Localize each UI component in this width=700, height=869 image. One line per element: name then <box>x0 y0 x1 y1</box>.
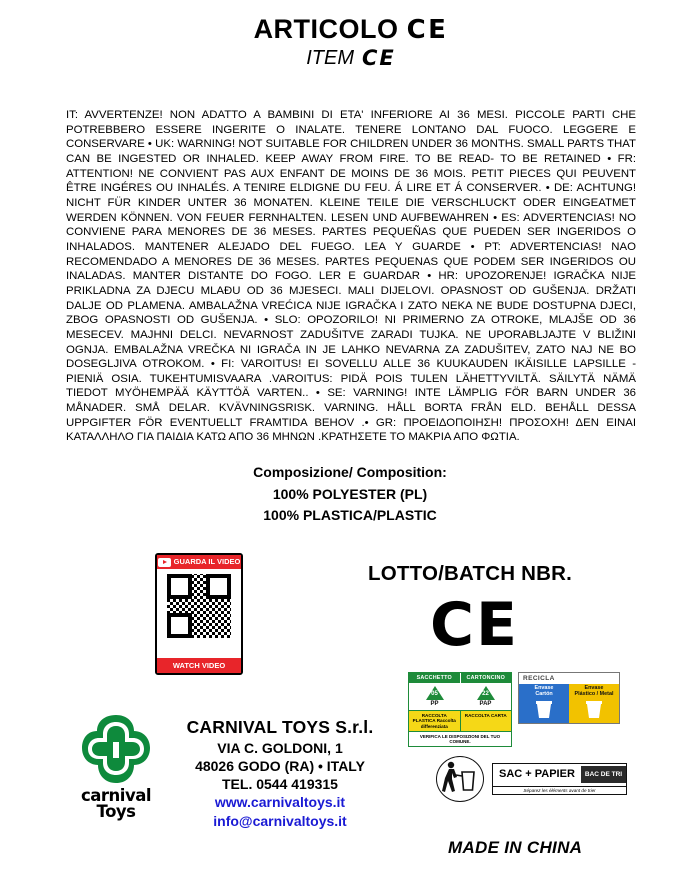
recycling-sub-right: RACCOLTA CARTA <box>460 711 512 731</box>
warnings-text: IT: AVVERTENZE! NON ADATTO A BAMBINI DI ETA' INFERIORE AI 36 MESI. PICCOLE PARTI CHE POTREBBERO ESSERE INGERITE O INALATE. TENERE LONTANO DAL FUOCO. LEGGERE E CONSERVARE • UK: WARNING! NOT SUITABLE FOR CHILDREN UNDER 36 MONTHS. SMALL PARTS THAT CAN BE INGESTED OR INHALED. KEEP AWAY FROM FIRE. TO BE READ- TO BE RETAINED • FR: ATTENTION! NE CONVIENT PAS AUX ENFANT DE MOINS DE 36 MOIS. PETIT PIECES QUI PEUVENT ÊTRE INGÉRES OU INHALÉS. A TENIRE ELDIGNE DU FEU. Á LIRE ET Á CONSERVER. • DE: ACHTUNG! NICHT FÜR KINDER UNTER 36 MONATEN. KLEINE TEILE DIE VERSCHLUCKT ODER EINGEATMET WERDEN KÖNNEN. VON FEUER FERNHALTEN. LESEN UND AUFBEWAHREN • ES: ADVERTENCIAS! NO CONVIENE PARA MENORES DE 36 MESES. PARTES PEQUEÑAS QUE PUEDEN SER INGERIDOS O INHALADOS. MANTENER ALEJADO DEL FUEGO. LEA Y GUARDE • PT: ADVERTENCIAS! NAO RECOMENDADO A MENORES DE 36 MESES. PARTES PEQUENAS QUE PODEM SER INGERIDOS OU INALADAS. MANTER DISTANTE DO FOGO. LER E GUARDAR • HR: UPOZORENJE! IGRAČKA NIJE PRIKLADNA ZA DJECU MLAĐU OD 36 MJESECI. MALI DIJELOVI. OPASNOST OD GUŠENJA. DRŽATI DALJE OD PLAMENA. AMBALAŽNA VREĆICA NIJE IGRAČKA I ZATO NEKA NE BUDE DOSTUPNA DJECI, ZBOG OPASNOSTI OD GUŠENJA. • SLO: OPOZORILO! NI PRIMERNO ZA OTROKE, MLAJŠE OD 36 MESECEV. MAJHNI DELCI. NEVARNOST ZADUŠITVE ZARADI TUJKA. NE UPORABLJAJTE V BLIŽINI OGNJA. EMBALAŽNA VREČKA NI IGRAČA IN JE LAHKO NEVARNA ZA ZADUŠITEV, ZATO NAJ NE BO DOSEGLJIVA OTROKOM. • FI: VAROITUS! EI SOVELLU ALLE 36 KUUKAUDEN IKÄISILLE LAPSILLE - PIENIÄ OSIA. TUKEHTUMISVAARA .VAROITUS: PIDÄ POIS TULEN LÄHETTYVILTÄ. SÄILYTÄ NÄMÄ TIEDOT MYÖHEMPÄÄ KÄYTTÖÄ VARTEN.. • SE: VARNING! INTE LÄMPLIG FÖR BARN UNDER 36 MÅNADER. SMÅ DELAR. KVÄVNINGSRISK. VARNING. HÅLL BORTA FRÅN ELD. BEHÅLL DESSA UPPGIFTER FÖR EVENTUELLT FRAMTIDA BEHOV .• GR: ΠΡΟΕΙΔΟΠΟΙΗΣΗ! ΠΡΟΣΟΧΗ! ΔΕΝ ΕΙΝΑΙ ΚΑΤΑΛΛΗΛΟ ΓΙΑ ΠΑΙΔΙΑ ΚΑΤΩ ΑΠΟ 36 ΜΗΝΩΝ .ΚΡΑΤΗΣΕΤΕ ΤΟ ΜΑΚΡΙΑ ΑΠΟ ΦΩΤΙΑ. <box>66 109 636 444</box>
recicla-bin-blue <box>519 684 569 723</box>
page-header <box>0 0 700 70</box>
sac-papier-left-label: SAC + PAPIER <box>499 768 575 781</box>
recycling-box-codes <box>409 683 511 710</box>
company-block <box>72 712 392 830</box>
recycling-code-left-label: PP <box>430 701 439 707</box>
recycling-head-right: CARTONCINO <box>460 673 512 683</box>
recycling-box-footer: VERIFICA LE DISPOSIZIONI DEL TUO COMUNE. <box>409 731 511 746</box>
recycling-box-header <box>409 673 511 683</box>
recicla-title: RECICLA <box>523 675 555 682</box>
company-website[interactable]: www.carnivaltoys.it <box>214 794 346 811</box>
carnival-toys-logotype: carnival Toys <box>80 786 151 821</box>
company-city: 48026 GODO (RA) • ITALY <box>195 757 365 774</box>
recicla-bin-blue-line1: Envase <box>534 685 554 691</box>
recycling-head-left: SACCHETTO <box>409 673 460 683</box>
carnival-toys-logo <box>72 712 160 819</box>
recycling-code-right-label: PAP <box>479 701 492 707</box>
made-in-label: MADE IN CHINA <box>448 838 583 857</box>
header-title-en-row <box>0 47 700 70</box>
recycling-symbols <box>408 672 640 802</box>
watch-video-qr-badge[interactable] <box>155 553 243 675</box>
recycle-triangle-icon: 22 <box>477 686 495 700</box>
recycling-code-right <box>460 686 511 707</box>
clover-svg <box>79 712 153 786</box>
video-badge-header <box>157 555 241 569</box>
recycling-row-bottom <box>436 756 640 802</box>
recycle-triangle-icon: 05 <box>426 686 444 700</box>
sac-papier-footer: Séparez les éléments avant de trier <box>493 786 626 794</box>
company-name: CARNIVAL TOYS S.r.l. <box>186 717 374 737</box>
recycling-box-subheader <box>409 710 511 731</box>
header-title-it-row <box>0 14 700 45</box>
recycle-bin-icon <box>533 700 555 720</box>
recycling-row-top <box>408 672 640 747</box>
recicla-bin-yellow <box>569 684 619 723</box>
company-details <box>168 712 392 830</box>
composition-line-1: 100% POLYESTER (PL) <box>272 485 428 502</box>
tidyman-icon <box>436 756 484 802</box>
recycling-code-left <box>409 686 460 707</box>
sac-papier-right-label: BAC DE TRI <box>581 766 626 783</box>
lot-batch-label: LOTTO/BATCH NBR. <box>368 562 573 585</box>
qr-code-icon[interactable] <box>167 574 231 638</box>
page-title-it: ARTICOLO <box>253 14 399 44</box>
composition-title: Composizione/ Composition: <box>253 464 447 480</box>
youtube-play-icon <box>158 558 171 567</box>
page-title-en: ITEM <box>306 47 354 69</box>
italian-recycling-box <box>408 672 512 747</box>
composition-line-2: 100% PLASTICA/PLASTIC <box>263 507 437 524</box>
video-badge-top-label: GUARDA IL VIDEO <box>173 557 241 567</box>
sac-papier-badge <box>492 763 627 795</box>
recycle-bin-icon <box>583 700 605 720</box>
company-phone: TEL. 0544 419315 <box>222 776 338 793</box>
ce-mark-icon: C E <box>406 14 447 45</box>
recicla-bin-yellow-line2: Plástico / Metal <box>574 690 614 697</box>
ce-mark-icon-small: C E <box>362 46 394 70</box>
video-badge-bottom-label: WATCH VIDEO <box>157 658 241 673</box>
ce-mark-large-icon: C E <box>430 590 518 660</box>
spanish-recicla-box <box>518 672 620 724</box>
recicla-bins <box>519 684 619 723</box>
recicla-bin-blue-line2: Cartón <box>535 690 553 697</box>
recicla-bin-yellow-line1: Envase <box>584 685 604 691</box>
company-email[interactable]: info@carnivaltoys.it <box>213 812 347 829</box>
recycling-sub-left: RACCOLTA PLASTICA Raccolta differenziata <box>409 711 460 731</box>
company-address: VIA C. GOLDONI, 1 <box>217 739 343 756</box>
clover-icon <box>79 712 153 786</box>
composition-block <box>0 462 700 527</box>
